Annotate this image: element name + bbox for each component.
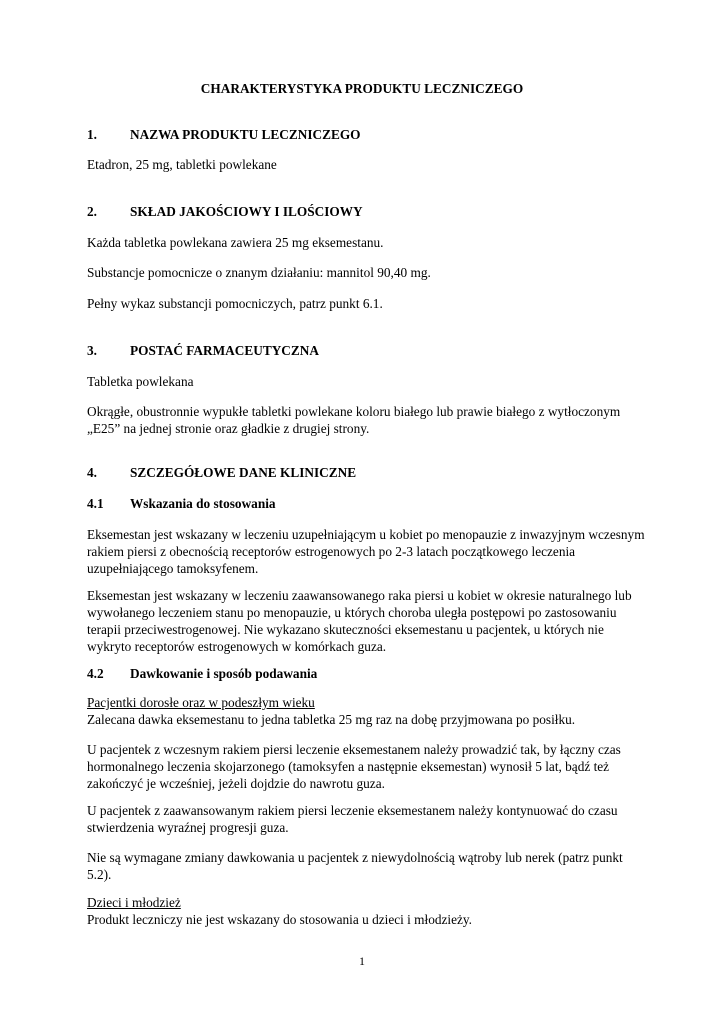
- section-3-title: POSTAĆ FARMACEUTYCZNA: [130, 343, 319, 358]
- children-text: Produkt leczniczy nie jest wskazany do stosowania u dzieci i młodzieży.: [87, 912, 472, 927]
- section-1-number: 1.: [87, 127, 97, 142]
- document-title: CHARAKTERYSTYKA PRODUKTU LECZNICZEGO: [200, 81, 524, 96]
- section-2-title: SKŁAD JAKOŚCIOWY I ILOŚCIOWY: [130, 204, 363, 219]
- section-2-number: 2.: [87, 204, 97, 219]
- section-4-title: SZCZEGÓŁOWE DANE KLINICZNE: [130, 465, 357, 480]
- recommended-dose-text: Zalecana dawka eksemestanu to jedna tabletka 25 mg raz na dobę przyjmowana po posiłku.: [87, 712, 576, 727]
- composition-text: Każda tabletka powlekana zawiera 25 mg eksemestanu.: [87, 235, 384, 250]
- section-4-2-number: 4.2: [87, 666, 104, 681]
- excipients-reference-text: Pełny wykaz substancji pomocniczych, patrz punkt 6.1.: [87, 296, 383, 311]
- hepatic-renal-text: Nie są wymagane zmiany dawkowania u pacjentek z niewydolnością wątroby lub nerek (patrz punkt 5.2).: [87, 850, 623, 882]
- section-1-title: NAZWA PRODUKTU LECZNICZEGO: [130, 127, 361, 142]
- page-number: 1: [359, 954, 365, 968]
- section-4-2-title: Dawkowanie i sposób podawania: [130, 666, 318, 681]
- product-name-text: Etadron, 25 mg, tabletki powlekane: [87, 157, 277, 172]
- advanced-cancer-dosing-text: U pacjentek z zaawansowanym rakiem piersi leczenie eksemestanem należy kontynuować do czasu stwierdzenia wyraźnej progresji guza.: [87, 803, 618, 835]
- adults-subheading: Pacjentki dorosłe oraz w podeszłym wieku: [87, 695, 315, 710]
- indication-adjuvant-text: Eksemestan jest wskazany w leczeniu uzupełniającym u kobiet po menopauzie z inwazyjnym wczesnym rakiem piersi z obecnością receptorów estrogenowych po 2-3 latach początkowego leczenia uzupełniającego tamoksyfenem.: [87, 527, 645, 576]
- tablet-description-text: Okrągłe, obustronnie wypukłe tabletki powlekane koloru białego lub prawie białego z wytłoczonym „E25” na jednej stronie oraz gładkie z drugiej strony.: [87, 404, 621, 436]
- children-subheading: Dzieci i młodzież: [87, 895, 181, 910]
- indication-advanced-text: Eksemestan jest wskazany w leczeniu zaawansowanego raka piersi u kobiet w okresie naturalnego lub wywołanego leczeniem stanu po menopauzie, u których choroba uległa postępowi po zastosowaniu terapii przeciwestrogenowej. Nie wykazano skuteczności eksemestanu u pacjentek, u których nie wykryto receptorów estrogenowych w komórkach guza.: [87, 588, 632, 654]
- section-3-number: 3.: [87, 343, 97, 358]
- section-4-1-title: Wskazania do stosowania: [130, 496, 276, 511]
- dosage-form-text: Tabletka powlekana: [87, 374, 194, 389]
- excipients-text: Substancje pomocnicze o znanym działaniu: mannitol 90,40 mg.: [87, 265, 431, 280]
- section-4-1-number: 4.1: [87, 496, 104, 511]
- early-cancer-dosing-text: U pacjentek z wczesnym rakiem piersi leczenie eksemestanem należy prowadzić tak, by łączny czas hormonalnego leczenia skojarzonego (tamoksyfen a następnie eksemestan) wynosił 5 lat, bądź też zakończyć je wcześniej, jeżeli dojdzie do nawrotu guza.: [87, 742, 621, 791]
- section-4-number: 4.: [87, 465, 97, 480]
